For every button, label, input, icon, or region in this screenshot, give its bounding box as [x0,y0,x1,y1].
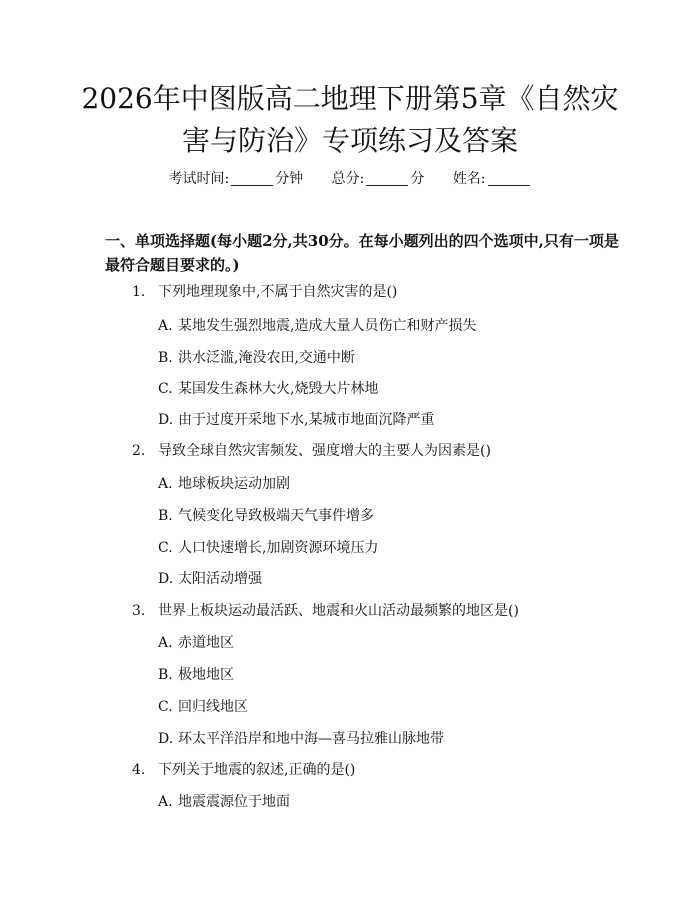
option-letter: B. [158,350,173,366]
exam-time-label: 考试时间: [168,171,230,187]
option-1a[interactable] [158,316,476,336]
title-line-2: 害与防治》专项练习及答案 [181,124,518,157]
question-number: 2. [132,443,146,459]
option-1c[interactable] [158,379,378,399]
option-letter: C. [158,381,173,397]
total-score-unit: 分 [410,171,425,187]
option-text: 由于过度开采地下水,某城市地面沉降严重 [178,412,435,428]
option-text: 极地地区 [178,667,234,683]
question-1 [132,282,397,302]
option-letter: B. [158,667,173,683]
option-4a[interactable] [158,792,290,812]
option-text: 赤道地区 [178,635,234,651]
option-1b[interactable] [158,348,355,368]
option-2a[interactable] [158,474,290,494]
option-letter: A. [158,318,173,334]
exam-time [168,170,303,188]
option-text: 地球板块运动加剧 [178,476,290,492]
section-heading: 一、单项选择题(每小题2分,共30分。在每小题列出的四个选项中,只有一项是最符合题目要求的。) [105,232,619,274]
option-3d[interactable] [158,729,444,749]
question-text: 世界上板块运动最活跃、地震和火山活动最频繁的地区是() [158,603,519,619]
question-number: 1. [132,284,146,300]
option-text: 回归线地区 [178,699,248,715]
option-letter: A. [158,476,173,492]
option-letter: C. [158,540,173,556]
option-text: 某国发生森林大火,烧毁大片林地 [178,381,379,397]
page-title [60,78,640,162]
option-3c[interactable] [158,697,248,717]
option-text: 人口快速增长,加剧资源环境压力 [178,540,379,556]
option-letter: D. [158,731,174,747]
option-3b[interactable] [158,665,234,685]
option-letter: D. [158,412,174,428]
exam-time-unit: 分钟 [275,171,304,187]
question-number: 4. [132,762,146,778]
option-letter: B. [158,508,173,524]
option-letter: D. [158,571,174,587]
student-name [453,170,532,188]
exam-info [0,170,700,188]
question-text: 下列地理现象中,不属于自然灾害的是() [158,284,398,300]
total-score-label: 总分: [331,171,365,187]
question-4 [132,760,355,780]
option-2d[interactable] [158,569,262,589]
option-text: 环太平洋沿岸和地中海—喜马拉雅山脉地带 [178,731,444,747]
total-score [332,170,425,188]
option-text: 某地发生强烈地震,造成大量人员伤亡和财产损失 [178,318,477,334]
exam-time-blank[interactable] [231,171,273,186]
question-text: 导致全球自然灾害频发、强度增大的主要人为因素是() [158,443,491,459]
option-3a[interactable] [158,633,234,653]
option-1d[interactable] [158,410,434,430]
title-line-1: 2026年中图版高二地理下册第5章《自然灾 [81,82,619,115]
option-letter: A. [158,635,173,651]
question-2 [132,441,491,461]
question-number: 3. [132,603,146,619]
option-letter: A. [158,794,173,810]
option-text: 气候变化导致极端天气事件增多 [178,508,374,524]
option-2b[interactable] [158,506,374,526]
option-text: 洪水泛滥,淹没农田,交通中断 [178,350,355,366]
option-text: 太阳活动增强 [178,571,262,587]
option-2c[interactable] [158,538,378,558]
option-text: 地震震源位于地面 [178,794,290,810]
question-3 [132,601,519,621]
question-text: 下列关于地震的叙述,正确的是() [158,762,356,778]
student-name-label: 姓名: [452,171,486,187]
total-score-blank[interactable] [366,171,408,186]
option-letter: C. [158,699,173,715]
student-name-blank[interactable] [488,171,530,186]
